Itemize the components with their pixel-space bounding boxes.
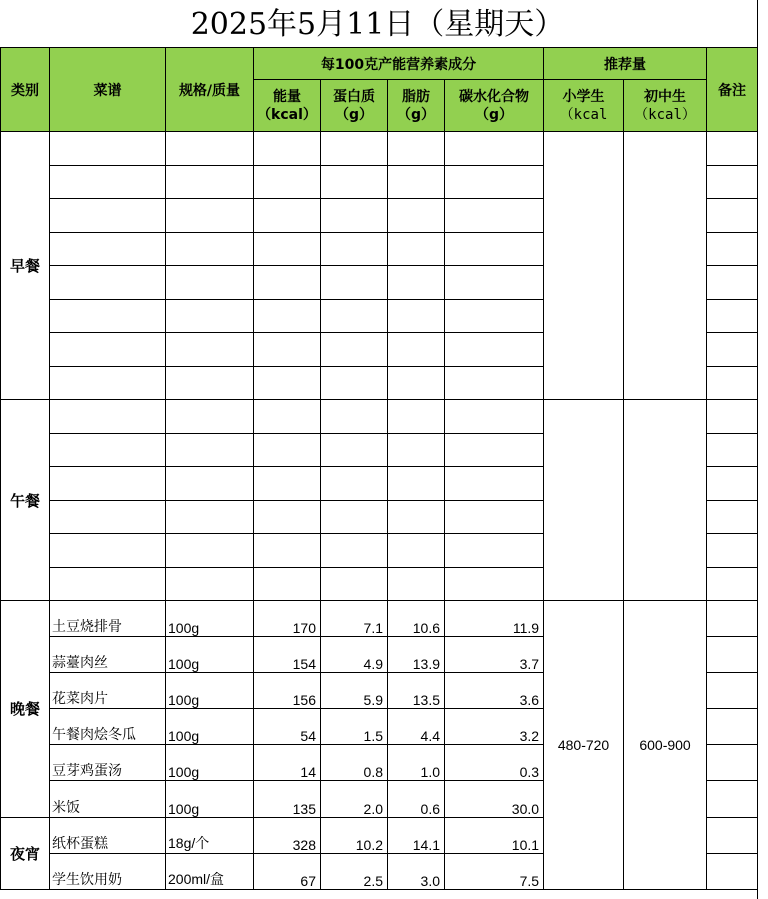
empty-cell — [166, 400, 254, 434]
empty-cell — [254, 500, 321, 534]
primary-recommend-cell: 480-720 — [544, 601, 624, 890]
meal-breakfast: 早餐 — [1, 132, 50, 400]
empty-cell — [445, 266, 544, 300]
empty-cell — [321, 299, 388, 333]
note-cell — [707, 853, 758, 889]
spec-cell: 100g — [166, 601, 254, 637]
page-title: 2025年5月11日（星期天） — [190, 7, 565, 42]
empty-cell — [166, 534, 254, 568]
meal-lunch: 午餐 — [1, 400, 50, 601]
energy-cell: 14 — [254, 745, 321, 781]
empty-cell — [445, 333, 544, 367]
energy-cell: 328 — [254, 817, 321, 853]
empty-cell — [445, 366, 544, 400]
spec-cell: 100g — [166, 637, 254, 673]
carb-cell: 3.7 — [445, 637, 544, 673]
energy-cell: 156 — [254, 673, 321, 709]
junior-recommend-cell — [624, 400, 707, 601]
empty-cell — [445, 165, 544, 199]
empty-cell — [166, 366, 254, 400]
fat-cell: 14.1 — [388, 817, 445, 853]
fat-cell: 13.5 — [388, 673, 445, 709]
fat-cell: 0.6 — [388, 781, 445, 817]
empty-cell — [321, 266, 388, 300]
protein-cell: 5.9 — [321, 673, 388, 709]
empty-cell — [388, 534, 445, 568]
empty-cell — [50, 299, 166, 333]
empty-cell — [50, 366, 166, 400]
empty-cell — [445, 199, 544, 233]
empty-cell — [166, 433, 254, 467]
empty-cell — [707, 500, 758, 534]
dish-cell: 土豆烧排骨 — [50, 601, 166, 637]
spec-header: 规格/质量 — [166, 48, 254, 132]
dish-cell: 米饭 — [50, 781, 166, 817]
empty-cell — [445, 132, 544, 166]
primary-recommend-cell — [544, 400, 624, 601]
carb-header: 碳水化合物 （g） — [445, 80, 544, 132]
fat-cell: 3.0 — [388, 853, 445, 889]
empty-cell — [254, 333, 321, 367]
junior-recommend-cell — [624, 132, 707, 400]
primary-recommend-cell — [544, 132, 624, 400]
dish-cell: 纸杯蛋糕 — [50, 817, 166, 853]
note-cell — [707, 709, 758, 745]
empty-cell — [50, 500, 166, 534]
empty-cell — [707, 567, 758, 601]
empty-cell — [166, 333, 254, 367]
empty-cell — [254, 567, 321, 601]
note-cell — [707, 817, 758, 853]
empty-cell — [388, 333, 445, 367]
empty-cell — [707, 433, 758, 467]
protein-cell: 10.2 — [321, 817, 388, 853]
empty-cell — [166, 299, 254, 333]
empty-cell — [254, 400, 321, 434]
empty-cell — [166, 266, 254, 300]
spec-cell: 200ml/盒 — [166, 853, 254, 889]
empty-cell — [707, 199, 758, 233]
spec-cell: 100g — [166, 673, 254, 709]
carb-cell: 3.2 — [445, 709, 544, 745]
menu-table — [0, 47, 758, 890]
empty-cell — [50, 232, 166, 266]
dish-cell: 学生饮用奶 — [50, 853, 166, 889]
empty-cell — [321, 165, 388, 199]
empty-cell — [254, 299, 321, 333]
empty-cell — [707, 165, 758, 199]
empty-cell — [50, 132, 166, 166]
empty-cell — [254, 199, 321, 233]
empty-cell — [50, 400, 166, 434]
note-cell — [707, 745, 758, 781]
empty-cell — [445, 433, 544, 467]
empty-cell — [321, 366, 388, 400]
protein-cell: 4.9 — [321, 637, 388, 673]
note-cell — [707, 637, 758, 673]
junior-header: 初中生 （kcal） — [624, 80, 707, 132]
carb-cell: 7.5 — [445, 853, 544, 889]
empty-cell — [388, 299, 445, 333]
empty-cell — [50, 165, 166, 199]
empty-cell — [388, 433, 445, 467]
empty-cell — [388, 165, 445, 199]
note-cell — [707, 781, 758, 817]
protein-cell: 0.8 — [321, 745, 388, 781]
empty-cell — [254, 232, 321, 266]
empty-cell — [707, 467, 758, 501]
dish-cell: 午餐肉烩冬瓜 — [50, 709, 166, 745]
protein-cell: 2.5 — [321, 853, 388, 889]
table-body — [1, 132, 758, 890]
empty-cell — [707, 266, 758, 300]
empty-cell — [50, 433, 166, 467]
empty-cell — [321, 500, 388, 534]
energy-cell: 54 — [254, 709, 321, 745]
empty-cell — [321, 567, 388, 601]
empty-cell — [388, 500, 445, 534]
carb-cell: 30.0 — [445, 781, 544, 817]
empty-cell — [254, 266, 321, 300]
fat-header: 脂肪 （g） — [388, 80, 445, 132]
empty-cell — [707, 132, 758, 166]
energy-header: 能量 （kcal） — [254, 80, 321, 132]
empty-cell — [388, 366, 445, 400]
empty-cell — [445, 299, 544, 333]
empty-cell — [321, 467, 388, 501]
empty-cell — [166, 232, 254, 266]
protein-cell: 7.1 — [321, 601, 388, 637]
dish-cell: 花菜肉片 — [50, 673, 166, 709]
empty-cell — [254, 534, 321, 568]
table-row — [1, 400, 758, 434]
energy-cell: 135 — [254, 781, 321, 817]
empty-cell — [166, 467, 254, 501]
empty-cell — [445, 567, 544, 601]
empty-cell — [388, 132, 445, 166]
dish-cell: 蒜薹肉丝 — [50, 637, 166, 673]
empty-cell — [321, 333, 388, 367]
empty-cell — [50, 333, 166, 367]
empty-cell — [388, 266, 445, 300]
fat-cell: 4.4 — [388, 709, 445, 745]
empty-cell — [388, 567, 445, 601]
empty-cell — [707, 333, 758, 367]
note-cell — [707, 601, 758, 637]
empty-cell — [254, 433, 321, 467]
carb-cell: 0.3 — [445, 745, 544, 781]
energy-cell: 67 — [254, 853, 321, 889]
table-row — [1, 132, 758, 166]
empty-cell — [388, 232, 445, 266]
empty-cell — [445, 500, 544, 534]
empty-cell — [445, 534, 544, 568]
empty-cell — [388, 400, 445, 434]
empty-cell — [445, 400, 544, 434]
table-row — [1, 601, 758, 637]
empty-cell — [321, 433, 388, 467]
empty-cell — [166, 132, 254, 166]
nutrition-group-header: 每100克产能营养素成分 — [254, 48, 544, 80]
empty-cell — [254, 366, 321, 400]
meal-night: 夜宵 — [1, 817, 50, 889]
fat-cell: 10.6 — [388, 601, 445, 637]
spec-cell: 100g — [166, 781, 254, 817]
protein-cell: 2.0 — [321, 781, 388, 817]
fat-cell: 1.0 — [388, 745, 445, 781]
note-header: 备注 — [707, 48, 758, 132]
empty-cell — [707, 232, 758, 266]
empty-cell — [707, 534, 758, 568]
empty-cell — [166, 567, 254, 601]
empty-cell — [321, 132, 388, 166]
empty-cell — [707, 366, 758, 400]
empty-cell — [254, 165, 321, 199]
empty-cell — [50, 467, 166, 501]
carb-cell: 11.9 — [445, 601, 544, 637]
carb-cell: 10.1 — [445, 817, 544, 853]
empty-cell — [254, 132, 321, 166]
empty-cell — [707, 400, 758, 434]
spec-cell: 100g — [166, 745, 254, 781]
empty-cell — [321, 199, 388, 233]
empty-cell — [166, 165, 254, 199]
empty-cell — [50, 266, 166, 300]
meal-dinner: 晚餐 — [1, 601, 50, 818]
recommend-group-header: 推荐量 — [544, 48, 707, 80]
empty-cell — [388, 467, 445, 501]
spec-cell: 18g/个 — [166, 817, 254, 853]
empty-cell — [321, 534, 388, 568]
empty-cell — [707, 299, 758, 333]
category-header: 类别 — [1, 48, 50, 132]
empty-cell — [166, 199, 254, 233]
sheet-edge-line — [757, 0, 758, 899]
junior-recommend-cell: 600-900 — [624, 601, 707, 890]
energy-cell: 154 — [254, 637, 321, 673]
dish-header: 菜谱 — [50, 48, 166, 132]
spec-cell: 100g — [166, 709, 254, 745]
note-cell — [707, 673, 758, 709]
primary-header: 小学生 （kcal — [544, 80, 624, 132]
empty-cell — [254, 467, 321, 501]
protein-header: 蛋白质 （g） — [321, 80, 388, 132]
carb-cell: 3.6 — [445, 673, 544, 709]
empty-cell — [445, 232, 544, 266]
dish-cell: 豆芽鸡蛋汤 — [50, 745, 166, 781]
empty-cell — [445, 467, 544, 501]
empty-cell — [166, 500, 254, 534]
empty-cell — [388, 199, 445, 233]
fat-cell: 13.9 — [388, 637, 445, 673]
energy-cell: 170 — [254, 601, 321, 637]
empty-cell — [321, 232, 388, 266]
protein-cell: 1.5 — [321, 709, 388, 745]
empty-cell — [50, 567, 166, 601]
empty-cell — [321, 400, 388, 434]
empty-cell — [50, 199, 166, 233]
empty-cell — [50, 534, 166, 568]
